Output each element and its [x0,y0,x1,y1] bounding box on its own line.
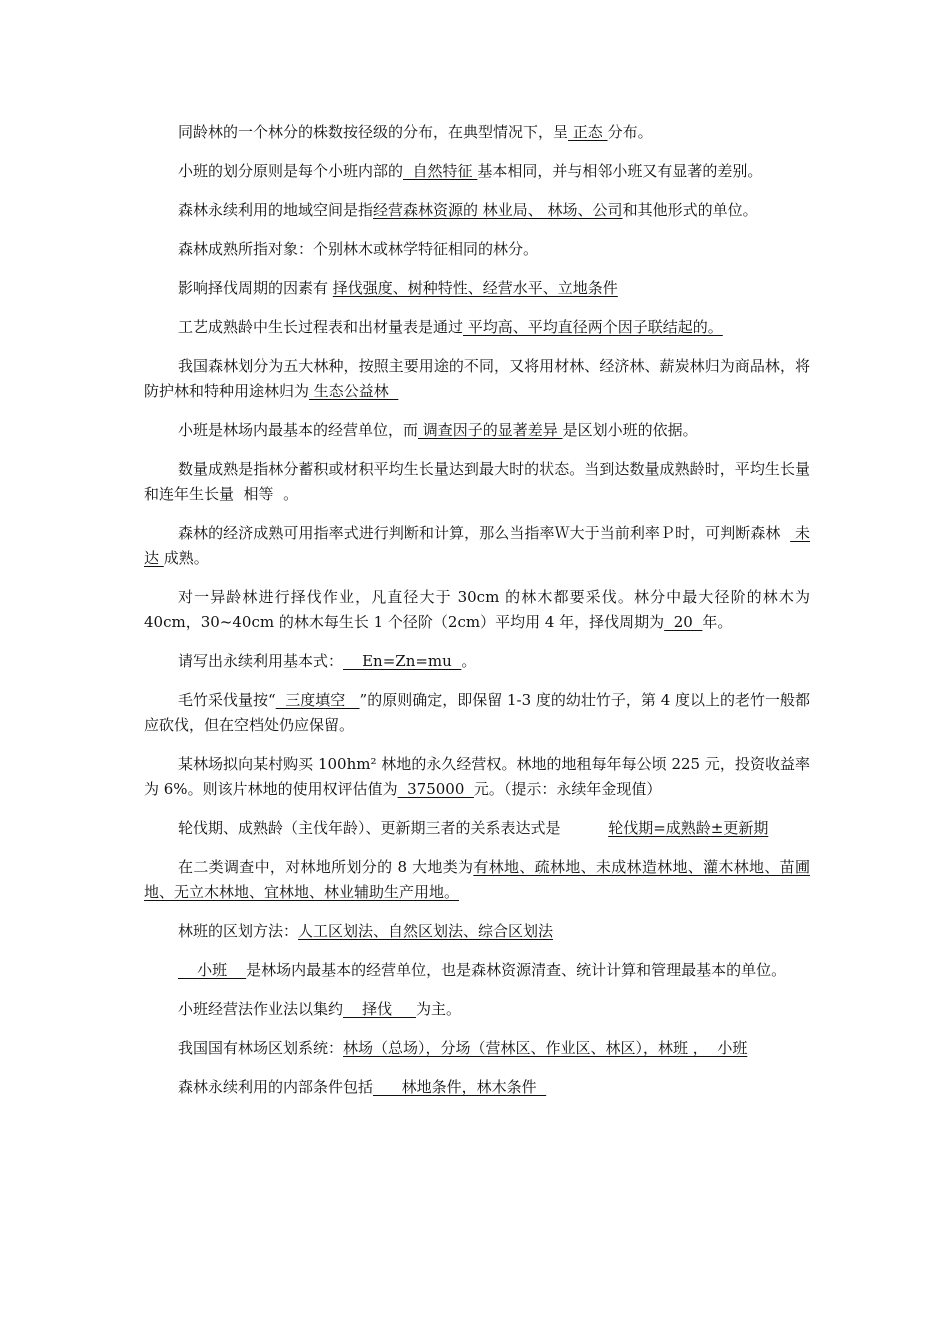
question-text: 是林场内最基本的经营单位，也是森林资源清查、统计计算和管理最基本的单位。 [246,961,787,979]
answer-blank: 自然特征 [403,162,478,180]
paragraph-6 [144,315,810,340]
paragraph-16 [144,855,810,905]
paragraph-7 [144,354,810,404]
paragraph-8 [144,418,810,443]
answer-blank: 生态公益林 [309,382,399,400]
question-text: 我国国有林场区划系统： [178,1039,344,1057]
question-text: 森林永续利用的内部条件包括 [178,1078,374,1096]
question-text: 年。 [702,613,733,631]
question-text: 和其他形式的单位。 [622,201,758,219]
question-text: 基本相同，并与相邻小班又有显著的差别。 [477,162,763,180]
question-text: 请写出永续利用基本式： [178,652,344,670]
question-text: 毛竹采伐量按“ [178,691,276,709]
answer-blank: 平均高、平均直径两个因子联结起的。 [463,318,723,336]
question-text: 同龄林的一个林分的株数按径级的分布，在典型情况下，呈 [178,123,569,141]
paragraph-4 [144,237,810,262]
paragraph-19 [144,997,810,1022]
question-text: 某林场拟向某村购买 100hm² 林地的永久经营权。林地的地租每年每公顷 225 元，投资收益率为 6%。则该片林地的使用权评估值为 [144,755,810,798]
paragraph-12 [144,649,810,674]
paragraph-14 [144,752,810,802]
question-text: 小班的划分原则是每个小班内部的 [178,162,404,180]
paragraph-15 [144,816,810,841]
question-text: 森林成熟所指对象：个别林木或林学特征相同的林分。 [178,240,539,258]
answer-blank: 经营森林资源的 林业局、 林场、公司 [373,201,623,219]
question-text: 。 [461,652,477,670]
answer-blank: 轮伐期=成熟龄±更新期 [608,819,769,837]
question-text: 数量成熟是指林分蓄积或材积平均生长量达到最大时的状态。当到达数量成熟龄时，平均生长量和连年生长量 相等 。 [144,460,810,503]
question-text: 影响择伐周期的因素有 [178,279,333,297]
question-text: 我国森林划分为五大林种，按照主要用途的不同，又将用材林、经济林、薪炭林归为商品林，将防护林和特种用途林归为 [144,357,810,400]
paragraph-1 [144,120,810,145]
question-text: 元。（提示：永续年金现值） [473,780,662,798]
question-text: 成熟。 [163,549,209,567]
question-text: 在二类调查中，对林地所划分的 8 大地类为 [178,858,474,876]
question-text: 是区划小班的依据。 [562,421,698,439]
question-text: 林班的区划方法： [178,922,299,940]
question-text: ”的原则确定，即保留 1-3 度的幼壮竹子，第 4 度以上的老竹一般都应砍伐，但在空档处仍应保留。 [144,691,811,734]
answer-blank: 三度填空 [275,691,360,709]
answer-blank: 调查因子的显著差异 [418,421,563,439]
paragraph-18 [144,958,810,983]
answer-blank: 林地条件，林木条件 [373,1078,547,1096]
answer-blank: 小班 [178,961,247,979]
paragraph-11 [144,585,815,635]
paragraph-9 [144,457,810,507]
question-text: 森林永续利用的地域空间是指 [178,201,374,219]
paragraph-20 [144,1036,810,1061]
question-text: 为主。 [415,1000,461,1018]
question-text: 森林的经济成熟可用指率式进行判断和计算，那么当指率Ｗ大于当前利率Ｐ时，可判断森林 [178,524,791,542]
question-text: 小班经营法作业法以集约 [178,1000,344,1018]
answer-blank: 择伐强度、树种特性、经营水平、立地条件 [332,279,618,297]
question-text: 轮伐期、成熟龄（主伐年龄）、更新期三者的关系表达式是 [178,819,609,837]
answer-blank: 20 [664,613,703,631]
answer-blank: 择伐 [343,1000,416,1018]
answer-blank: 人工区划法、自然区划法、综合区划法 [298,922,554,940]
paragraph-2 [144,159,810,184]
answer-blank: 有林地、疏林地、未成林造林地、灌木林地、苗圃地、无立木林地、宜林地、林业辅助生产用地。 [144,858,810,901]
question-text: 对一异龄林进行择伐作业，凡直径大于 30cm 的林木都要采伐。林分中最大径阶的林木为 40cm，30~40cm 的林木每生长 1 个径阶（2cm）平均用 4 年，择伐周期为 [144,588,815,631]
answer-blank: 未达 [144,524,810,567]
paragraph-5 [144,276,810,301]
paragraph-17 [144,919,810,944]
question-text: 工艺成熟龄中生长过程表和出材量表是通过 [178,318,464,336]
paragraph-21 [144,1075,810,1100]
question-text: 分布。 [607,123,653,141]
answer-blank: 林场（总场），分场（营林区、作业区、林区），林班 ， 小班 [343,1039,748,1057]
paragraph-10 [144,521,810,571]
answer-blank: 375000 [397,780,474,798]
answer-blank: 正态 [568,123,608,141]
paragraph-3 [144,198,810,223]
question-text: 小班是林场内最基本的经营单位，而 [178,421,419,439]
answer-blank: En=Zn=mu [343,652,462,670]
paragraph-13 [144,688,810,738]
